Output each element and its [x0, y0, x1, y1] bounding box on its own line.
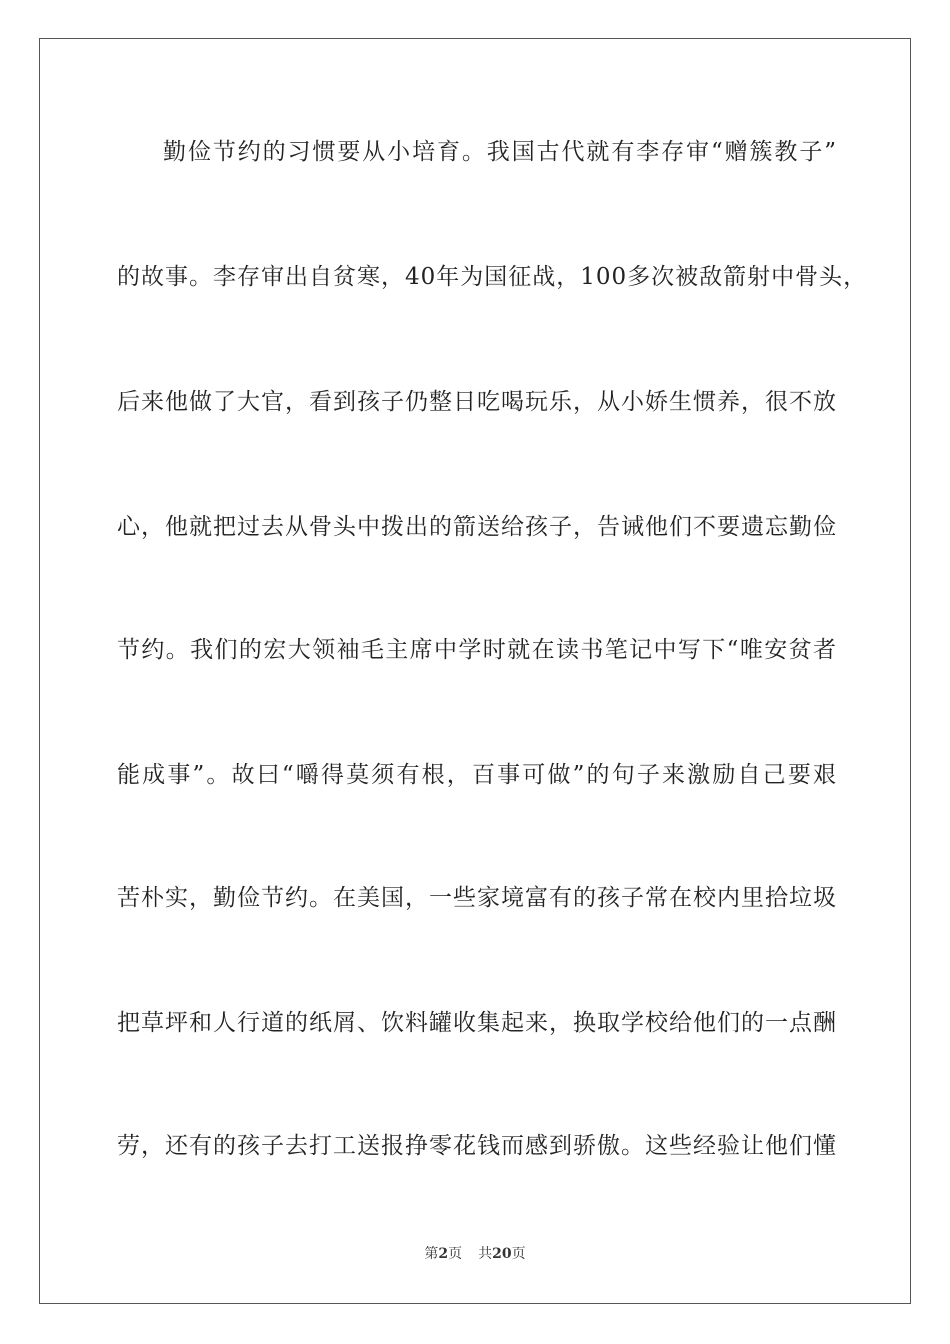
total-label-prefix: 共 — [478, 1246, 493, 1262]
total-label-suffix: 页 — [511, 1246, 526, 1262]
body-text-line: 勤俭节约的习惯要从小培育。我国古代就有李存审“赠簇教子” — [163, 139, 837, 165]
total-pages: 20 — [492, 1246, 512, 1262]
body-text-line: 的故事。李存审出自贫寒，40年为国征战，100多次被敌箭射中骨头， — [117, 264, 868, 290]
page-border — [39, 38, 911, 1304]
body-text-line: 把草坪和人行道的纸屑、饮料罐收集起来，换取学校给他们的一点酬 — [117, 1010, 837, 1036]
body-text-line: 后来他做了大官，看到孩子仍整日吃喝玩乐，从小娇生惯养，很不放 — [117, 389, 837, 415]
page-label-suffix: 页 — [448, 1246, 463, 1262]
page-footer — [0, 1243, 950, 1263]
body-text-line: 心，他就把过去从骨头中拨出的箭送给孩子，告诫他们不要遗忘勤俭 — [117, 514, 837, 540]
body-text-line: 劳，还有的孩子去打工送报挣零花钱而感到骄傲。这些经验让他们懂 — [117, 1133, 837, 1159]
body-text-line: 节约。我们的宏大领袖毛主席中学时就在读书笔记中写下“唯安贫者 — [117, 637, 837, 663]
body-text-line: 能成事”。故曰“嚼得莫须有根，百事可做”的句子来激励自己要艰 — [117, 762, 837, 788]
body-text-line: 苦朴实，勤俭节约。在美国，一些家境富有的孩子常在校内里拾垃圾 — [117, 885, 837, 911]
page-number: 2 — [438, 1246, 449, 1262]
page-label-prefix: 第 — [424, 1246, 439, 1262]
